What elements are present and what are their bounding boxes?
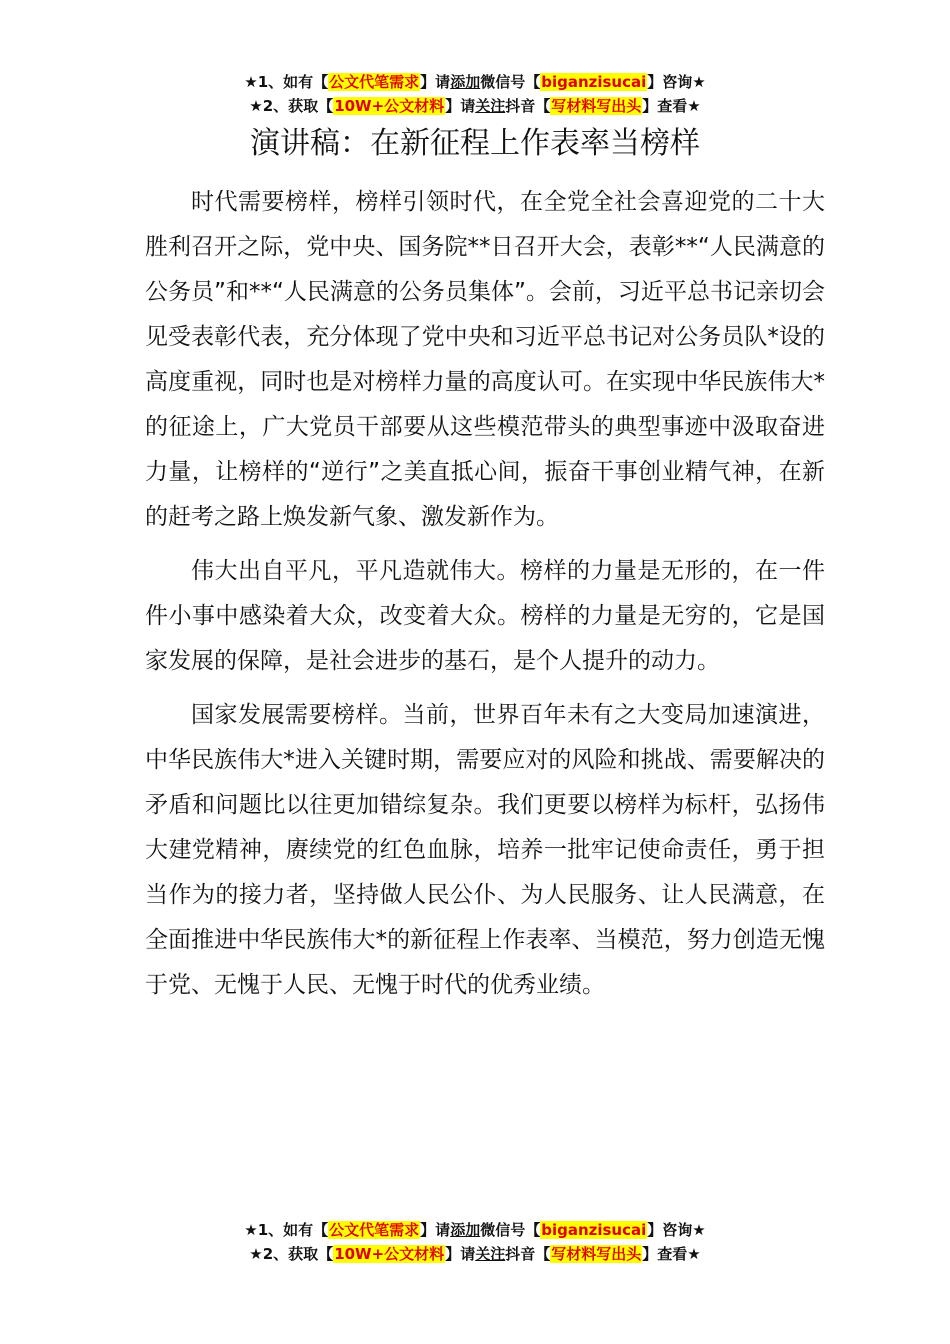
header-underline-add: 添加 (450, 73, 481, 91)
document-title: 演讲稿：在新征程上作表率当榜样 (250, 126, 700, 161)
footer-line-2-prefix: ★2、获取【 (249, 1245, 334, 1263)
header-line-1-mid1: 】请 (420, 73, 451, 91)
footer-underline-follow: 关注 (475, 1245, 506, 1263)
header-line-2-suffix: 】查看★ (642, 97, 701, 115)
footer-line-2-mid2: 抖音【 (505, 1245, 551, 1263)
footer-highlight-ghostwriting: 公文代笔需求 (329, 1221, 420, 1239)
document-body (145, 180, 825, 1017)
header-highlight-wechat-id: biganzisucai (541, 73, 647, 91)
footer-highlight-materials: 10W+公文材料 (334, 1245, 445, 1263)
footer-line-2 (0, 1242, 950, 1266)
header-line-1-suffix: 】咨询★ (647, 73, 706, 91)
header-line-2-prefix: ★2、获取【 (249, 97, 334, 115)
header-highlight-ghostwriting: 公文代笔需求 (329, 73, 420, 91)
footer-line-1-mid1: 】请 (420, 1221, 451, 1239)
footer-line-1-suffix: 】咨询★ (647, 1221, 706, 1239)
paragraph-2: 伟大出自平凡，平凡造就伟大。榜样的力量是无形的，在一件件小事中感染着大众，改变着大众。榜样的力量是无穷的，它是国家发展的保障，是社会进步的基石，是个人提升的动力。 (145, 558, 825, 674)
footer-highlight-wechat-id: biganzisucai (541, 1221, 647, 1239)
footer-line-2-suffix: 】查看★ (642, 1245, 701, 1263)
header-highlight-materials: 10W+公文材料 (334, 97, 445, 115)
header-line-2 (0, 94, 950, 118)
header-banner (0, 70, 950, 118)
header-line-2-mid2: 抖音【 (505, 97, 551, 115)
paragraph-1: 时代需要榜样，榜样引领时代，在全党全社会喜迎党的二十大胜利召开之际，党中央、国务院**日召开大会，表彰**“人民满意的公务员”和**“人民满意的公务员集体”。会前，习近平总书记亲切会见受表彰代表，充分体现了党中央和习近平总书记对公务员队*设的高度重视，同时也是对榜样力量的高度认可。在实现中华民族伟大*的征途上，广大党员干部要从这些模范带头的典型事迹中汲取奋进力量，让榜样的“逆行”之美直抵心间，振奋干事创业精气神，在新的赶考之路上焕发新气象、激发新作为。 (145, 189, 825, 530)
footer-line-1 (0, 1218, 950, 1242)
header-line-1-mid2: 微信号【 (480, 73, 541, 91)
footer-banner (0, 1218, 950, 1266)
footer-underline-add: 添加 (450, 1221, 481, 1239)
footer-line-1-mid2: 微信号【 (480, 1221, 541, 1239)
header-line-2-mid1: 】请 (445, 97, 476, 115)
header-line-1 (0, 70, 950, 94)
header-highlight-douyin-account: 写材料写出头 (551, 97, 642, 115)
header-underline-follow: 关注 (475, 97, 506, 115)
footer-highlight-douyin-account: 写材料写出头 (551, 1245, 642, 1263)
footer-line-2-mid1: 】请 (445, 1245, 476, 1263)
paragraph-3: 国家发展需要榜样。当前，世界百年未有之大变局加速演进，中华民族伟大*进入关键时期，需要应对的风险和挑战、需要解决的矛盾和问题比以往更加错综复杂。我们更要以榜样为标杆，弘扬伟大建党精神，赓续党的红色血脉，培养一批牢记使命责任，勇于担当作为的接力者，坚持做人民公仆、为人民服务、让人民满意，在全面推进中华民族伟大*的新征程上作表率、当模范，努力创造无愧于党、无愧于人民、无愧于时代的优秀业绩。 (145, 702, 825, 998)
header-line-1-prefix: ★1、如有【 (244, 73, 329, 91)
footer-line-1-prefix: ★1、如有【 (244, 1221, 329, 1239)
